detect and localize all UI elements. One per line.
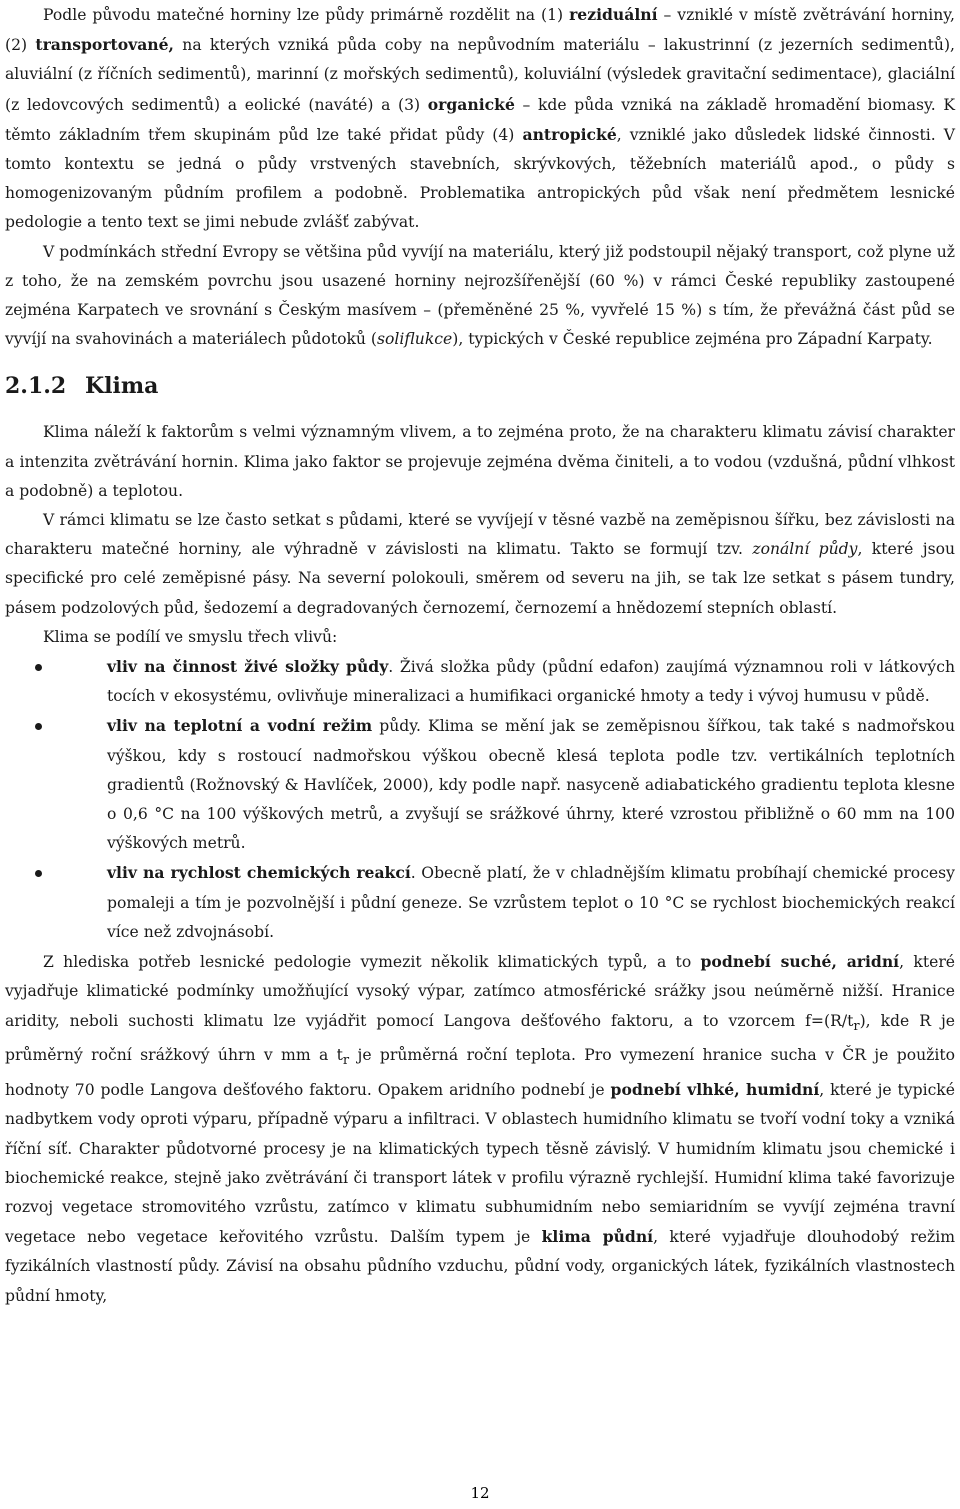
text: V rámci klimatu se lze často setkat s půdami, které se vyvíjejí v těsné vazbě na zeměpisnou šířku, bez závislosti na charakteru matečné horniny, ale výhradně v závislosti na klimatu. Takto se formují tzv. <box>5 511 955 559</box>
paragraph-zonal-soils <box>5 506 955 623</box>
term-humid: podnebí vlhké, humidní <box>610 1080 820 1100</box>
bullet-text: půdy. Klima se mění jak se zeměpisnou šířkou, tak také s nadmořskou výškou, kdy s rostoucí nadmořskou výškou obecně klesá teplota podle tzv. vertikálních teplotních gradientů (Rožnovský & Havlíček, 2000), kdy podle např. nasyceně adiabatického gradientu teplota klesne o 0,6 °C na 100 výškových metrů, a zvyšují se srážkové úhrny, které vzrostou přibližně o 60 mm na 100 výškových metrů. <box>107 717 955 853</box>
text: Podle původu matečné horniny lze půdy primárně rozdělit na (1) <box>43 6 570 24</box>
page-number: 12 <box>470 1484 490 1502</box>
section-title: Klima <box>85 373 159 400</box>
subscript: r <box>853 1018 860 1034</box>
paragraph-central-europe <box>5 238 955 355</box>
bullet-icon <box>35 664 42 671</box>
text: V podmínkách střední Evropy se většina půd vyvíjí na materiálu, který již podstoupil nějaký transport, což plyne už z toho, že na zemském povrchu jsou usazené horniny nejrozšířenější (60 %) v rámci České republiky zastoupené zejména Karpatech ve srovnání s Českým masívem – (přeměněné 25 %, vyvřelé 15 %) s tím, že převážná část půd se vyvíjí na svahovinách a materiálech půdotoků ( <box>5 242 955 349</box>
text: , které jsou specifické pro celé zeměpisné pásy. Na severní polokouli, směrem od severu na jih, se tak lze setkat s pásem tundry, pásem podzolových půd, šedozemí a degradovaných černozemí, černozemí a hnědozemí stepních oblastí. <box>5 540 955 617</box>
paragraph-soil-origin <box>5 0 955 238</box>
bullet-list <box>5 652 955 947</box>
paragraph-three-influences: Klima se podílí ve smyslu třech vlivů: <box>43 627 338 646</box>
list-item <box>5 711 955 858</box>
paragraph-climate-intro: Klima náleží k faktorům s velmi významným vlivem, a to zejména proto, že na charakteru klimatu závisí charakter a intenzita zvětrávání hornin. Klima jako faktor se projevuje zejména dvěma činiteli, a to vodou (vzdušná, půdní vlhkost a podobně) a teplotou. <box>5 423 955 500</box>
text: , vzniklé jako důsledek lidské činnosti. V tomto kontextu se jedná o půdy vrstvených stavebních, skrývkových, těžebních materiálů apod., o půdy s homogenizovaným půdním profilem a podobně. Problematika antropických půd však není předmětem lesnické pedologie a tento text se jimi nebude zvlášť zabývat. <box>5 125 955 232</box>
term-anthropic: antropické <box>522 124 617 144</box>
term-solifluction: soliflukce <box>377 330 453 349</box>
text: ), kde R je průměrný roční srážkový úhrn v mm a t <box>5 1011 956 1064</box>
bullet-text: . Živá složka půdy (půdní edafon) zaujímá významnou roli v látkových tocích v ekosystému, ovlivňuje mineralizaci a humifikaci organické hmoty a tedy i vývoj humusu v půdě. <box>107 658 955 706</box>
bullet-term: vliv na teplotní a vodní režim <box>107 716 373 736</box>
bullet-term: vliv na rychlost chemických reakcí <box>107 863 411 883</box>
text: , které je typické nadbytkem vody oproti výparu, případně výparu a infiltraci. V oblastech humidního klimatu se tvoří vodní toky a vzniká říční síť. Charakter půdotvorné procesy je na klimatických typech těsně závislý. V humidním klimatu jsou chemické i biochemické reakce, stejně jako zvětrávání či transport látek v profilu výrazně rychlejší. Humidní klima také favorizuje rozvoj vegetace stromovitého vzrůstu, zatímco v klimatu subhumidním nebo semiaridním se vyvíjí zejména travní vegetace nebo vegetace keřovitého vzrůstu. Dalším typem je <box>5 1081 955 1247</box>
text: Z hlediska potřeb lesnické pedologie vymezit několik klimatických typů, a to <box>43 953 701 972</box>
text: , které vyjadřuje dlouhodobý režim fyzikálních vlastností půdy. Závisí na obsahu půdního vzduchu, půdní vody, organických látek, fyzikálních vlastnostech půdní hmoty, <box>5 1228 956 1305</box>
term-arid: podnebí suché, aridní <box>700 952 900 972</box>
subscript: r <box>342 1052 350 1068</box>
text: je průměrná roční teplota. Pro vymezení hranice sucha v ČR je použito hodnoty 70 podle Langova dešťového faktoru. Opakem aridního podnebí je <box>5 1045 956 1100</box>
paragraph-climate-types <box>5 947 955 1311</box>
text: – kde půda vzniká na základě hromadění biomasy. K těmto základním třem skupinám půd lze také přidat půdy (4) <box>5 95 956 144</box>
section-number: 2.1.2 <box>5 373 67 400</box>
term-zonal-soils: zonální půdy <box>752 540 858 559</box>
term-organic: organické <box>427 94 515 114</box>
text: ), typických v České republice zejména pro Západní Karpaty. <box>452 330 933 349</box>
term-soil-climate: klima půdní <box>541 1227 654 1247</box>
term-transported: transportované, <box>35 35 174 55</box>
bullet-icon <box>35 870 42 877</box>
list-item <box>5 652 955 711</box>
bullet-term: vliv na činnost živé složky půdy <box>107 657 389 677</box>
term-residual: reziduální <box>569 5 658 24</box>
text: – vzniklé v místě zvětrávání horniny, (2) <box>5 6 955 55</box>
list-item <box>5 858 955 947</box>
text: , které vyjadřuje klimatické podmínky umožňující vysoký výpar, zatímco atmosférické srážky jsou neúměrně nižší. Hranice aridity, neboli suchosti klimatu lze vyjádřit pomocí Langova dešťového faktoru, a to vzorcem f=(R/t <box>5 953 956 1030</box>
section-heading <box>5 366 955 406</box>
bullet-text: . Obecně platí, že v chladnějším klimatu probíhají chemické procesy pomaleji a tím je pozvolnější i půdní geneze. Se vzrůstem teplot o 10 °C se rychlost biochemických reakcí více než zdvojnásobí. <box>107 864 955 941</box>
bullet-icon <box>35 723 42 730</box>
text: na kterých vzniká půda coby na nepůvodním materiálu – lakustrinní (z jezerních sedimentů), aluviální (z říčních sedimentů), marinní (z mořských sedimentů), koluviální (výsledek gravitační sedimentace), glaciální (z ledovcových sedimentů) a eolické (naváté) a (3) <box>5 36 956 114</box>
